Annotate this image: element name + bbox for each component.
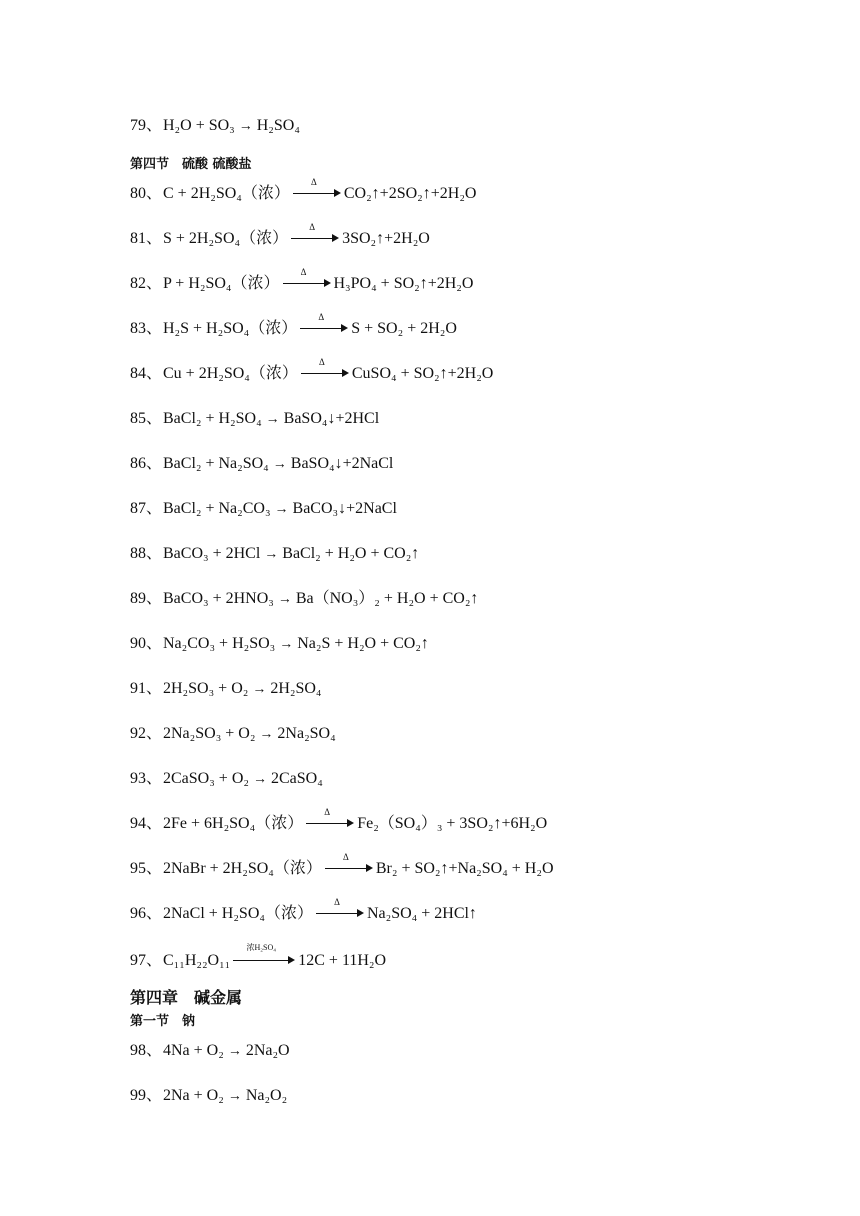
equation-number: 79、 xyxy=(130,117,163,134)
reaction-condition: 浓H₂SO₄ xyxy=(246,943,277,952)
equation-lhs: S + 2H₂SO₄（浓） xyxy=(163,230,289,247)
equation-lhs: 2Na₂SO₃ + O₂ xyxy=(163,725,256,742)
equation-number: 80、 xyxy=(130,185,163,202)
equation-number: 81、 xyxy=(130,230,163,247)
equation-rhs: H₃PO₄ + SO₂↑+2H₂O xyxy=(333,275,474,292)
equation-94 xyxy=(130,807,548,835)
heat-condition: Δ xyxy=(342,852,349,862)
equation-rhs: BaCO₃↓+2NaCl xyxy=(292,500,397,517)
equation-rhs: CuSO₄ + SO₂↑+2H₂O xyxy=(351,365,494,382)
equation-number: 90、 xyxy=(130,635,163,652)
equation-89 xyxy=(130,588,478,611)
heat-condition: Δ xyxy=(318,357,325,367)
equation-lhs: 2Fe + 6H₂SO₄（浓） xyxy=(163,815,304,832)
equation-number: 93、 xyxy=(130,770,163,787)
right-arrow-icon: → xyxy=(259,727,274,742)
equation-93 xyxy=(130,768,323,791)
equation-number: 89、 xyxy=(130,590,163,607)
equation-lhs: H₂O + SO₃ xyxy=(163,117,235,134)
equation-lhs: P + H₂SO₄（浓） xyxy=(163,275,280,292)
equation-rhs: CO₂↑+2SO₂↑+2H₂O xyxy=(343,185,477,202)
equation-number: 92、 xyxy=(130,725,163,742)
equation-91 xyxy=(130,678,322,701)
heat-condition: Δ xyxy=(324,807,331,817)
right-arrow-icon: → xyxy=(265,412,280,427)
equation-lhs: BaCO₃ + 2HNO₃ xyxy=(163,590,274,607)
equation-number: 83、 xyxy=(130,320,163,337)
equation-rhs: 3SO₂↑+2H₂O xyxy=(342,230,430,247)
equation-99 xyxy=(130,1085,287,1108)
equation-number: 85、 xyxy=(130,410,163,427)
heat-condition: Δ xyxy=(309,222,315,232)
equation-number: 91、 xyxy=(130,680,163,697)
equation-95 xyxy=(130,852,554,880)
equation-lhs: 2NaBr + 2H₂SO₄（浓） xyxy=(163,860,322,877)
equation-lhs: 2H₂SO₃ + O₂ xyxy=(163,680,249,697)
equation-rhs: Ba（NO₃）₂ + H₂O + CO₂↑ xyxy=(295,590,479,607)
right-arrow-icon: → xyxy=(238,119,253,134)
equation-number: 88、 xyxy=(130,545,163,562)
equation-rhs: BaCl₂ + H₂O + CO₂↑ xyxy=(282,545,420,562)
equation-rhs: H₂SO₄ xyxy=(256,117,300,134)
equation-87 xyxy=(130,498,397,521)
equation-80 xyxy=(130,177,477,205)
equation-rhs: S + SO₂ + 2H₂O xyxy=(351,320,457,337)
heat-arrow-icon xyxy=(293,177,341,199)
section-heading-sulfuric-acid: 第四节 硫酸 硫酸盐 xyxy=(130,157,252,172)
heat-condition: Δ xyxy=(318,312,325,322)
equation-lhs: 2Na + O₂ xyxy=(163,1087,224,1104)
equation-rhs: Fe₂（SO₄）₃ + 3SO₂↑+6H₂O xyxy=(357,815,548,832)
equation-number: 99、 xyxy=(130,1087,163,1104)
right-arrow-icon: → xyxy=(277,592,292,607)
heat-arrow-icon xyxy=(291,222,339,244)
equation-81 xyxy=(130,222,430,250)
equation-92 xyxy=(130,723,336,746)
equation-rhs: BaSO₄↓+2NaCl xyxy=(290,455,394,472)
equation-84 xyxy=(130,357,494,385)
equation-number: 86、 xyxy=(130,455,163,472)
right-arrow-icon: → xyxy=(252,772,267,787)
equation-82 xyxy=(130,267,474,295)
equation-97 xyxy=(130,943,387,972)
heat-arrow-icon xyxy=(301,357,349,379)
chapter-heading-alkali-metals: 第四章 碱金属 xyxy=(130,988,243,1007)
equation-90 xyxy=(130,633,429,656)
right-arrow-icon: → xyxy=(227,1089,242,1104)
equation-number: 87、 xyxy=(130,500,163,517)
right-arrow-icon: → xyxy=(274,502,289,517)
equation-lhs: Na₂CO₃ + H₂SO₃ xyxy=(163,635,276,652)
equation-86 xyxy=(130,453,393,476)
equation-lhs: 2CaSO₃ + O₂ xyxy=(163,770,249,787)
heat-arrow-icon xyxy=(306,807,354,829)
reaction-arrow-icon xyxy=(233,943,295,966)
equation-96 xyxy=(130,897,477,925)
equation-rhs: Na₂SO₄ + 2HCl↑ xyxy=(366,905,477,922)
right-arrow-icon: → xyxy=(279,637,294,652)
heat-condition: Δ xyxy=(300,267,307,277)
equation-number: 97、 xyxy=(130,952,163,969)
equation-88 xyxy=(130,543,419,566)
equation-rhs: 2Na₂SO₄ xyxy=(277,725,336,742)
equation-rhs: Na₂S + H₂O + CO₂↑ xyxy=(297,635,429,652)
equation-lhs: C₁₁H₂₂O₁₁ xyxy=(163,952,231,969)
right-arrow-icon: → xyxy=(272,457,287,472)
equation-lhs: Cu + 2H₂SO₄（浓） xyxy=(163,365,298,382)
right-arrow-icon: → xyxy=(252,682,267,697)
heat-arrow-icon xyxy=(300,312,348,334)
equation-rhs: 2H₂SO₄ xyxy=(270,680,322,697)
right-arrow-icon: → xyxy=(227,1044,242,1059)
equation-number: 84、 xyxy=(130,365,163,382)
equation-lhs: BaCl₂ + H₂SO₄ xyxy=(163,410,262,427)
equation-lhs: BaCl₂ + Na₂SO₄ xyxy=(163,455,269,472)
equation-rhs: BaSO₄↓+2HCl xyxy=(283,410,380,427)
equation-lhs: BaCl₂ + Na₂CO₃ xyxy=(163,500,271,517)
equation-lhs: 2NaCl + H₂SO₄（浓） xyxy=(163,905,313,922)
equation-number: 96、 xyxy=(130,905,163,922)
equation-number: 98、 xyxy=(130,1042,163,1059)
equation-83 xyxy=(130,312,457,340)
equation-lhs: H₂S + H₂SO₄（浓） xyxy=(163,320,298,337)
heat-arrow-icon xyxy=(316,897,364,919)
equation-number: 82、 xyxy=(130,275,163,292)
equation-number: 95、 xyxy=(130,860,163,877)
equation-85 xyxy=(130,408,379,431)
heat-arrow-icon xyxy=(283,267,331,289)
equation-rhs: 2CaSO₄ xyxy=(270,770,323,787)
equation-lhs: C + 2H₂SO₄（浓） xyxy=(163,185,290,202)
heat-condition: Δ xyxy=(310,177,317,187)
equation-98 xyxy=(130,1040,290,1063)
equation-rhs: 2Na₂O xyxy=(245,1042,290,1059)
heat-arrow-icon xyxy=(325,852,373,874)
equation-rhs: Br₂ + SO₂↑+Na₂SO₄ + H₂O xyxy=(375,860,554,877)
equation-rhs: 12C + 11H₂O xyxy=(298,952,387,969)
heat-condition: Δ xyxy=(334,897,340,907)
right-arrow-icon: → xyxy=(264,547,279,562)
equation-lhs: BaCO₃ + 2HCl xyxy=(163,545,261,562)
equation-lhs: 4Na + O₂ xyxy=(163,1042,224,1059)
equation-rhs: Na₂O₂ xyxy=(245,1087,288,1104)
section-heading-sodium: 第一节 钠 xyxy=(130,1014,196,1029)
equation-79 xyxy=(130,115,300,138)
equation-number: 94、 xyxy=(130,815,163,832)
